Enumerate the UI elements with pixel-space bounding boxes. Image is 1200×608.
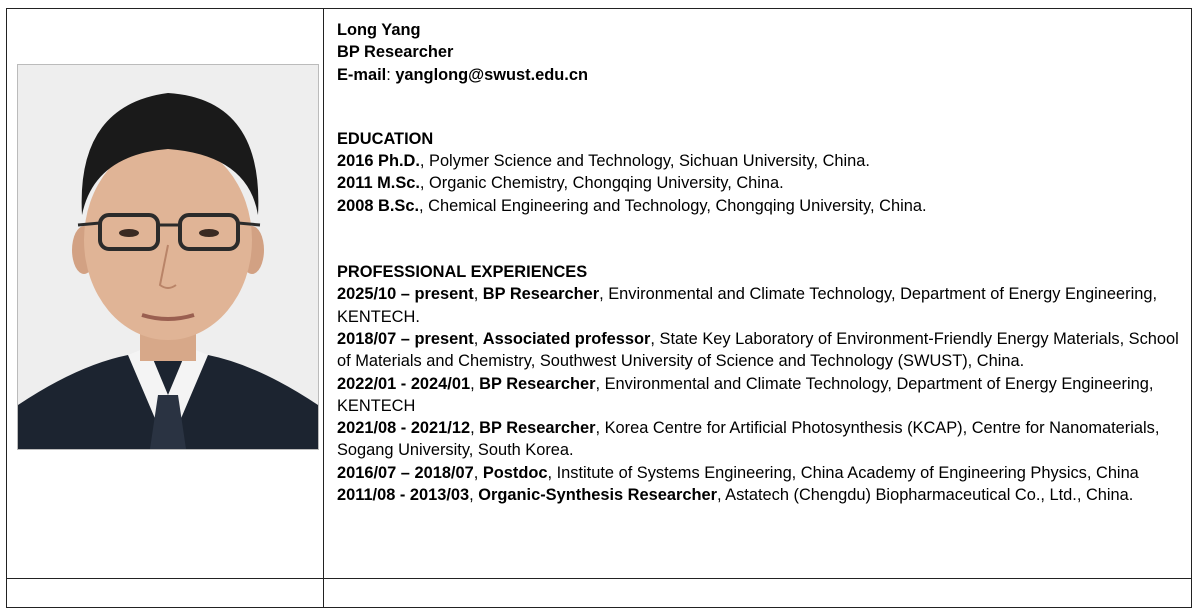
email-line: E-mail: yanglong@swust.edu.cn: [337, 65, 588, 84]
experience-entry: 2021/08 - 2021/12, BP Researcher, Korea Centre for Artificial Photosynthesis (KCAP), Centre for Nanomaterials, Sogang University, South Korea.: [337, 419, 1160, 460]
education-entry: 2016 Ph.D., Polymer Science and Technology, Sichuan University, China.: [337, 152, 870, 171]
position-title: BP Researcher: [337, 43, 454, 62]
experience-entry: 2018/07 – present, Associated professor, State Key Laboratory of Environment-Friendly Energy Materials, School of Materials and Chemistry, Southwest University of Science and Technology (SWUST), China.: [337, 329, 1179, 371]
portrait-image: [18, 65, 318, 449]
row-divider: [7, 578, 1191, 579]
column-divider: [323, 9, 324, 607]
education-entry: 2008 B.Sc., Chemical Engineering and Technology, Chongqing University, China.: [337, 196, 927, 215]
experience-entry: 2011/08 - 2013/03, Organic-Synthesis Researcher, Astatech (Chengdu) Biopharmaceutical Co., Ltd., China.: [337, 486, 1134, 505]
education-entry: 2011 M.Sc., Organic Chemistry, Chongqing University, China.: [337, 174, 784, 193]
portrait-photo: [17, 64, 319, 450]
email-address: yanglong@swust.edu.cn: [395, 65, 588, 84]
cv-table: [6, 8, 1192, 608]
cv-content: [337, 19, 1187, 506]
experience-heading: PROFESSIONAL EXPERIENCES: [337, 263, 588, 282]
experience-entry: 2022/01 - 2024/01, BP Researcher, Environmental and Climate Technology, Department of Energy Engineering, KENTECH: [337, 374, 1154, 415]
experience-entry: 2025/10 – present, BP Researcher, Environmental and Climate Technology, Department of Energy Engineering, KENTECH.: [337, 285, 1158, 326]
email-label: E-mail: [337, 65, 387, 84]
education-heading: EDUCATION: [337, 129, 434, 148]
name: Long Yang: [337, 21, 421, 39]
experience-entry: 2016/07 – 2018/07, Postdoc, Institute of Systems Engineering, China Academy of Engineering Physics, China: [337, 463, 1139, 482]
